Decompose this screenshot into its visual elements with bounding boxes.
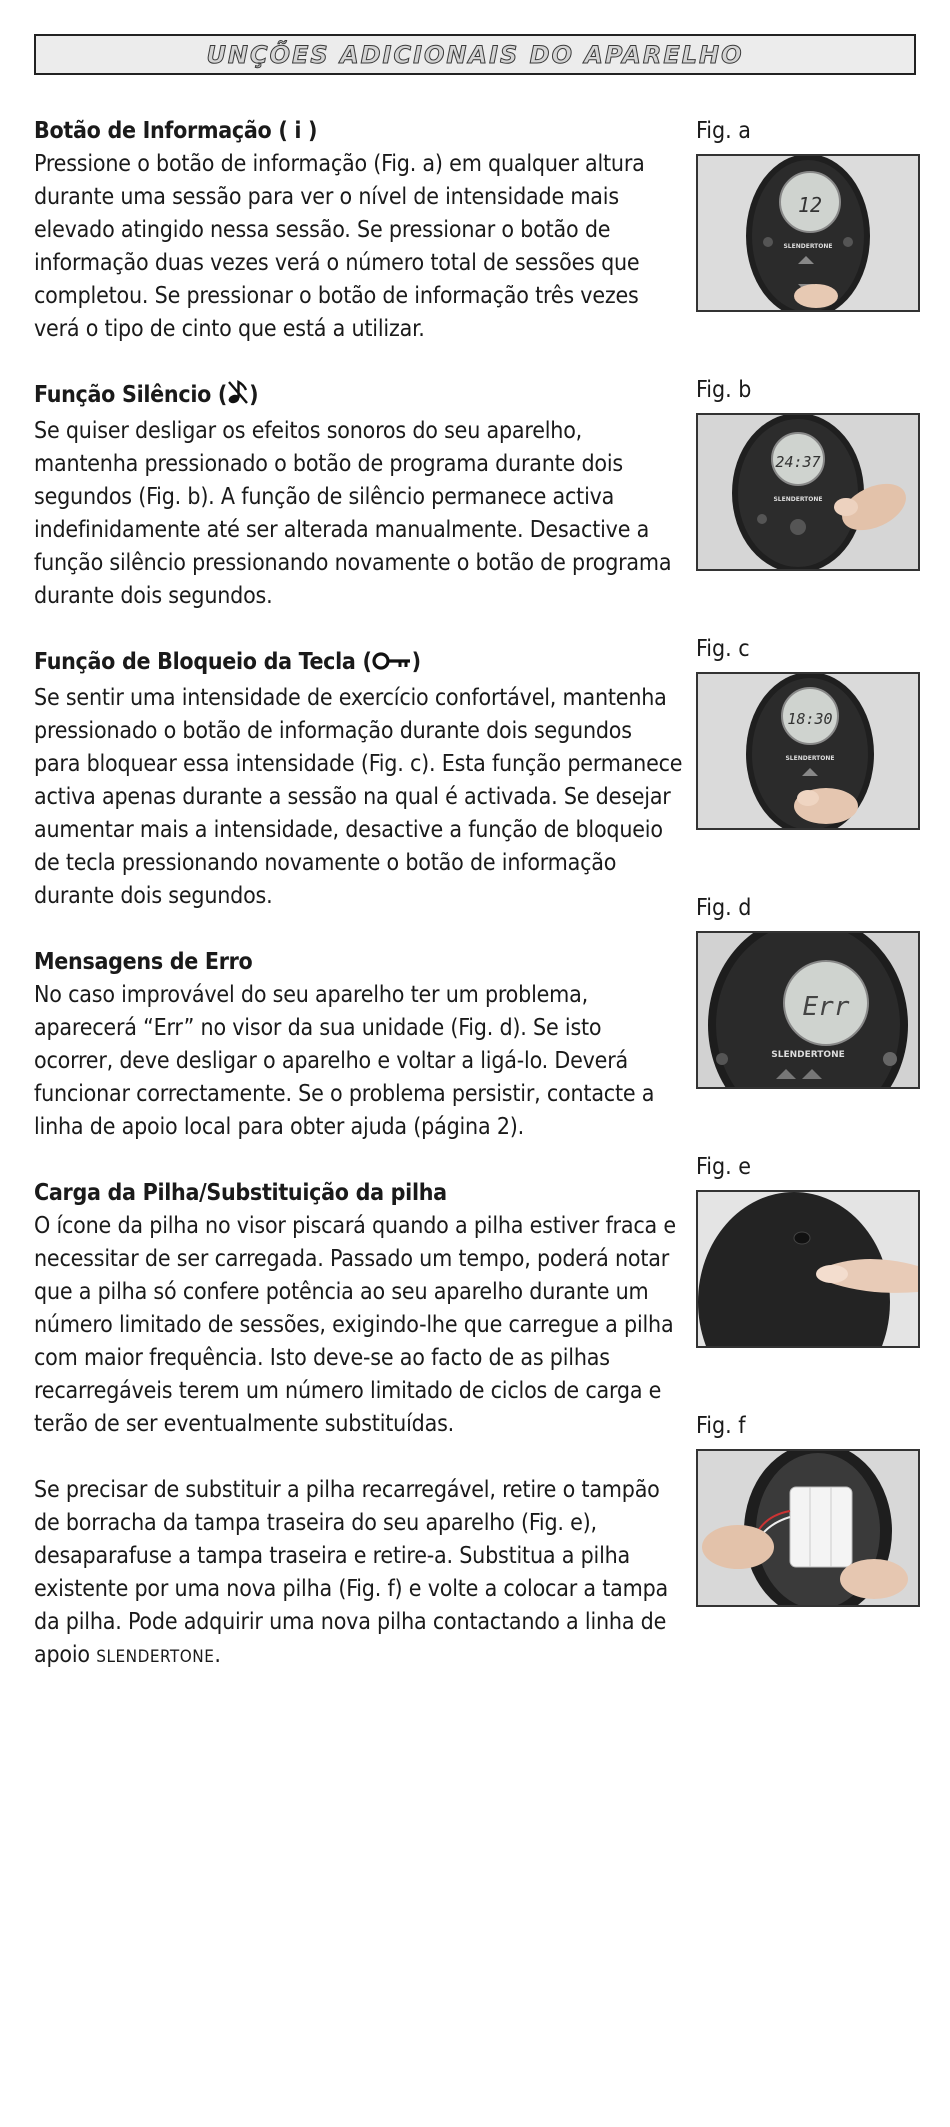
section-key-lock [34, 646, 684, 913]
key-icon [372, 649, 412, 682]
figure-photo-error-display [696, 931, 920, 1089]
lcd-display: 12 [797, 193, 823, 217]
figure-label: Fig. b [696, 377, 752, 403]
figure-photo-remote-lock [696, 672, 920, 830]
section-body: Se sentir uma intensidade de exercício confortável, mantenha pressionado o botão de informação durante dois segundos para bloquear essa intensidade (Fig. c). Esta função permanece activa apenas durante a sessão na qual é activada. Se desejar aumentar mais a intensidade, desactive a função de bloqueio de tecla pressionando novamente o botão de informação durante dois segundos. [34, 685, 683, 909]
figure-a [696, 115, 920, 312]
figure-label: Fig. f [696, 1413, 746, 1439]
heading-text: ) [249, 382, 259, 408]
figure-d [696, 892, 920, 1089]
section-body: Pressione o botão de informação (Fig. a) em qualquer altura durante uma sessão para ver o nível de intensidade mais elevado atingido nessa sessão. Se pressionar o botão de informação duas vezes verá o número total de sessões que completou. Se pressionar o botão de informação três vezes verá o tipo de cinto que está a utilizar. [34, 151, 645, 342]
section-heading [34, 379, 684, 415]
lcd-display: 24:37 [775, 453, 821, 471]
body-text: Se precisar de substituir a pilha recarregável, retire o tampão de borracha da tampa traseira do seu aparelho (Fig. e), desaparafuse a tampa traseira e retire-a. Substitua a pilha existente por uma nova pilha (Fig. f) e volte a colocar a tampa da pilha. Pode adquirir uma nova pilha contactando a linha de apoio [34, 1477, 668, 1668]
figure-photo-remote-info [696, 154, 920, 312]
heading-text: ) [411, 649, 421, 675]
mute-note-icon [227, 379, 249, 415]
figure-e [696, 1151, 920, 1348]
device-brand: SLENDERTONE [771, 1050, 845, 1060]
device-brand: SLENDERTONE [783, 243, 833, 250]
section-body: No caso improvável do seu aparelho ter um problema, aparecerá “Err” no visor da sua unidade (Fig. d). Se isto ocorrer, deve desligar o aparelho e voltar a ligá-lo. Deverá funcionar correctamente. Se o problema persistir, contacte a linha de apoio local para obter ajuda (página 2). [34, 982, 655, 1140]
figure-photo-battery [696, 1449, 920, 1607]
section-body: O ícone da pilha no visor piscará quando a pilha estiver fraca e necessitar de ser carregada. Passado um tempo, poderá notar que a pilha só confere potência ao seu aparelho durante um número limitado de sessões, exigindo-lhe que carregue a pilha com maior frequência. Isto deve-se ao facto de as pilhas recarregáveis terem um número limitado de ciclos de carga e terão de ser eventualmente substituídas. [34, 1213, 676, 1437]
body-text: . [214, 1642, 221, 1668]
section-error-messages [34, 946, 684, 1144]
figure-label: Fig. e [696, 1154, 751, 1180]
section-body: Se quiser desligar os efeitos sonoros do seu aparelho, mantenha pressionado o botão de programa durante dois segundos (Fig. b). A função de silêncio permanece activa indefinidamente até ser alterada manualmente. Desactive a função silêncio pressionando novamente o botão de programa durante dois segundos. [34, 418, 672, 609]
page-title: UNÇÕES ADICIONAIS DO APARELHO [206, 40, 744, 69]
figure-f [696, 1410, 920, 1607]
figure-label: Fig. a [696, 118, 751, 144]
header-bar [34, 34, 916, 75]
section-battery [34, 1177, 684, 1441]
section-heading [34, 646, 684, 682]
figure-b [696, 374, 920, 571]
figure-photo-remote-program [696, 413, 920, 571]
section-info-button [34, 115, 684, 346]
section-body [34, 1474, 684, 1674]
section-heading: Carga da Pilha/Substituição da pilha [34, 1180, 447, 1206]
figure-photo-back-cover [696, 1190, 920, 1348]
heading-text: Função de Bloqueio da Tecla ( [34, 649, 372, 675]
figure-c [696, 633, 920, 830]
figure-label: Fig. d [696, 895, 752, 921]
device-brand: SLENDERTONE [785, 755, 835, 762]
lcd-display: 18:30 [787, 710, 833, 728]
lcd-display: Err [802, 992, 850, 1022]
section-heading: Botão de Informação ( i ) [34, 118, 318, 144]
text-column [34, 115, 684, 1707]
section-battery-replacement [34, 1474, 684, 1674]
heading-text: Função Silêncio ( [34, 382, 228, 408]
section-heading: Mensagens de Erro [34, 949, 253, 975]
section-mute-function [34, 379, 684, 613]
brand-name: SLENDERTONE [96, 1647, 215, 1667]
device-brand: SLENDERTONE [773, 496, 823, 503]
figure-label: Fig. c [696, 636, 750, 662]
